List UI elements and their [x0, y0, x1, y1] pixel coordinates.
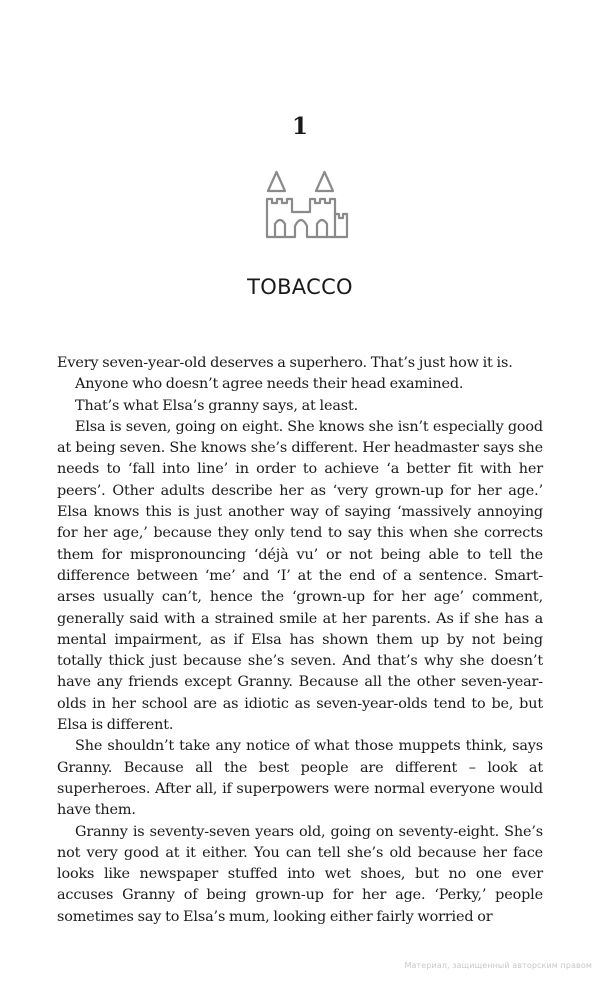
paragraph: Granny is seventy-seven years old, going on seventy-eight. She’s not very good at it either. You can tell she’s old because her face looks like newspaper stuffed into wet shoes, but no one ever accuses Granny of being grown-up for her age. ‘Perky,’ people sometimes say to Elsa’s mum, looking either fairly worried or — [57, 823, 543, 925]
paragraph: That’s what Elsa’s granny says, at least. — [75, 397, 359, 414]
castle-icon — [262, 168, 350, 242]
chapter-number: 1 — [291, 113, 308, 140]
copyright-watermark: Материал, защищенный авторским правом — [404, 961, 592, 970]
paragraph: She shouldn’t take any notice of what those muppets think, says Granny. Because all the best people are different – look at superheroes. After all, if superpowers were normal everyone would have them. — [57, 738, 543, 819]
paragraph: Every seven-year-old deserves a superhero. That’s just how it is. — [57, 355, 513, 371]
chapter-title: TOBACCO — [247, 275, 353, 299]
paragraph: Elsa is seven, going on eight. She knows she isn’t especially good at being seven. She knows she’s different. Her headmaster says she needs to ‘fall into line’ in order to achieve ‘a better fit with her peers’. Other adults describe her as ‘very grown-up for her age.’ Elsa knows this is just another way of saying ‘massively annoying for her age,’ because they only tend to say this when she corrects them for mispronouncing ‘déjà vu’ or not being able to tell the difference between ‘me’ and ‘I’ at the end of a sentence. Smart-arses usually can’t, hence the ‘grown-up for her age’ comment, generally said with a strained smile at her parents. As if she has a mental impairment, as if Elsa has shown them up by not being totally thick just because she’s seven. And that’s why she doesn’t have any friends except Granny. Because all the other seven-year-olds in her school are as idiotic as seven-year-olds tend to be, but Elsa is different. — [57, 418, 543, 734]
chapter-body — [57, 353, 543, 928]
paragraph: Anyone who doesn’t agree needs their head examined. — [75, 376, 464, 393]
